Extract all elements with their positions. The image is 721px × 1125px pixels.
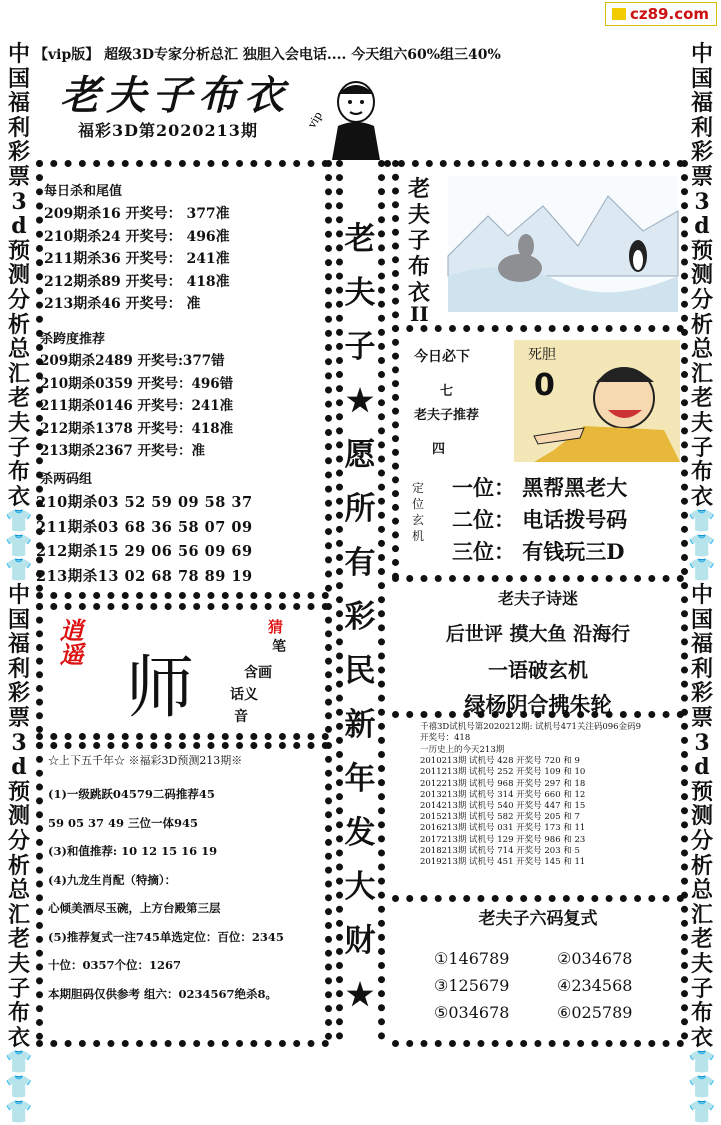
border-char: 预 xyxy=(7,237,30,264)
border-char: 中 xyxy=(690,582,713,609)
six-code-item: ⑤034678 xyxy=(434,1003,510,1022)
six-code-item: ④234568 xyxy=(557,976,633,995)
riddle-big-char: 师 xyxy=(126,649,195,728)
six-code-section xyxy=(396,904,680,1022)
page-title: 老夫子布衣 xyxy=(60,72,290,119)
recommend-label: 老夫子推荐 xyxy=(414,408,480,423)
border-char: 彩 xyxy=(7,680,30,707)
slogan-char: 老 xyxy=(344,221,376,257)
border-char: 中 xyxy=(690,41,713,67)
history-sub: 一历史上的今天213期 xyxy=(420,744,505,755)
position-lines xyxy=(452,472,627,568)
border-char: 总 xyxy=(690,877,713,904)
border-char: 析 xyxy=(690,852,713,879)
position-line: 三位： 有钱玩三D xyxy=(452,539,625,564)
border-char: 分 xyxy=(7,286,30,313)
border-char: 总 xyxy=(7,336,30,363)
kill-pair-row: 213期杀13 02 68 78 89 19 xyxy=(36,567,253,585)
border-char: 福 xyxy=(690,631,713,658)
border-char: 中 xyxy=(7,41,30,67)
border-char: 票 xyxy=(690,705,713,732)
kill-span-row: 210期杀0359 开奖号：496错 xyxy=(40,375,234,392)
dead-code-label: 死胆 xyxy=(528,347,556,363)
border-char: 老 xyxy=(690,926,713,953)
border-char: 布 xyxy=(7,459,30,486)
forecast-line: 心倾美酒尽玉碗，上方台殿第三层 xyxy=(48,901,221,915)
slogan-char: 子 xyxy=(344,329,376,365)
forecast-line: 本期胆码仅供参考 组六：0234567绝杀8。 xyxy=(48,986,278,1001)
history-row: 2017213期 试机号 129 开奖号 986 和 23 xyxy=(420,834,586,845)
border-char: 布 xyxy=(7,1000,30,1027)
border-char: 👕 xyxy=(688,1098,716,1125)
border-char: 测 xyxy=(690,262,713,289)
position-line: 二位： 电话拨号码 xyxy=(452,507,628,532)
watermark-text: cz89.com xyxy=(630,5,710,23)
border-char: 国 xyxy=(690,606,713,633)
cloth-title-char: 老 xyxy=(407,176,430,202)
border-char: 福 xyxy=(7,90,30,117)
forecast-line: (3)和值推荐: 10 12 15 16 19 xyxy=(48,844,218,858)
border-char: 子 xyxy=(7,434,30,461)
six-code-title: 老夫子六码复式 xyxy=(478,909,598,929)
kill-pair-title: 杀两码组 xyxy=(40,472,93,487)
border-char: 3 xyxy=(11,188,27,215)
border-char: 3 xyxy=(694,729,710,756)
kill-span-row: 211期杀0146 开奖号：241准 xyxy=(40,398,234,414)
border-char: d xyxy=(694,213,710,240)
border-char: 测 xyxy=(7,803,30,830)
border-char: 析 xyxy=(690,311,713,338)
today-num: 七 xyxy=(440,384,454,399)
history-row: 2014213期 试机号 540 开奖号 447 和 15 xyxy=(420,801,586,812)
slogan-char: 愿 xyxy=(344,437,376,473)
border-char: 👕 xyxy=(688,508,716,535)
poem-line-2: 一语破玄机 xyxy=(488,658,588,682)
kill-sum-row: 210期杀24 开奖号： 496准 xyxy=(44,228,230,245)
border-char: 票 xyxy=(690,163,713,190)
slogan-char: 民 xyxy=(344,653,376,689)
border-char: 测 xyxy=(7,262,30,289)
history-row: 2019213期 试机号 451 开奖号 145 和 11 xyxy=(420,857,586,868)
history-header: 千禧3D试机号第2020212期: 试机号471关注码096金码9 xyxy=(420,722,642,732)
border-char: 分 xyxy=(690,286,713,313)
dead-code-value: 0 xyxy=(534,368,555,403)
border-char: 夫 xyxy=(7,950,30,977)
history-row: 2013213期 试机号 314 开奖号 660 和 12 xyxy=(420,789,586,800)
history-section xyxy=(420,722,680,868)
riddle-word-3: 话义 xyxy=(230,687,258,703)
slogan-char: 大 xyxy=(344,869,376,905)
poem-line-1: 后世评 摸大鱼 沿海行 xyxy=(445,623,631,645)
border-char: 衣 xyxy=(7,1024,30,1051)
header-banner: 【vip版】 超级3D专家分析总汇 独胆入会电话.... 今天组六60%组三40% xyxy=(34,47,501,63)
slogan-char: 夫 xyxy=(344,275,376,311)
border-char: 布 xyxy=(690,459,713,486)
kill-sum-row: 212期杀89 开奖号： 418准 xyxy=(44,273,230,290)
border-char: 👕 xyxy=(5,532,33,559)
right-border-text xyxy=(687,42,717,1124)
cloth-title-char: 衣 xyxy=(407,280,430,306)
forecast-title: ☆上下五千年☆ ※福彩3D预测213期※ xyxy=(48,754,243,767)
slogan-char: ★ xyxy=(346,383,374,419)
border-char: 利 xyxy=(7,655,30,682)
kill-sum-row: 213期杀46 开奖号： 准 xyxy=(44,296,201,312)
position-side-char: 位 xyxy=(412,497,425,511)
border-char: 衣 xyxy=(690,483,713,510)
slogan-char: 年 xyxy=(344,761,376,797)
border-char: 利 xyxy=(7,114,30,141)
border-char: 👕 xyxy=(688,1049,716,1076)
border-char: 子 xyxy=(7,975,30,1002)
border-char: 利 xyxy=(690,655,713,682)
border-char: 老 xyxy=(7,385,30,412)
border-char: 👕 xyxy=(688,1073,716,1100)
border-char: 中 xyxy=(7,582,30,609)
border-char: 汇 xyxy=(690,360,713,387)
slogan-char: 所 xyxy=(344,491,376,527)
kill-span-section xyxy=(40,328,320,463)
center-slogan xyxy=(343,212,377,1022)
poem-line-3: 绿杨阴合拂朱轮 xyxy=(464,692,612,717)
border-char: 国 xyxy=(690,65,713,92)
border-char: 👕 xyxy=(688,532,716,559)
border-char: d xyxy=(694,754,710,781)
slogan-char: 彩 xyxy=(344,599,376,635)
border-char: 彩 xyxy=(690,139,713,166)
border-char: 夫 xyxy=(690,409,713,436)
poem-section xyxy=(396,586,680,719)
riddle-signature: 逍遥 xyxy=(55,618,84,666)
position-side-char: 定 xyxy=(412,481,425,495)
border-char: 总 xyxy=(690,336,713,363)
history-row: 2011213期 试机号 252 开奖号 109 和 10 xyxy=(420,767,586,778)
kill-pair-section xyxy=(36,468,324,589)
border-char: 预 xyxy=(690,778,713,805)
kill-sum-row: 209期杀16 开奖号： 377准 xyxy=(44,206,230,222)
history-row: 2012213期 试机号 968 开奖号 297 和 18 xyxy=(420,778,586,789)
six-code-item: ⑥025789 xyxy=(557,1003,633,1022)
watermark xyxy=(605,2,717,26)
border-char: 老 xyxy=(690,385,713,412)
forecast-line: (5)推荐复式一注745单选定位：百位：2345 xyxy=(48,929,284,944)
forecast-line: 59 05 37 49 三位一体945 xyxy=(48,815,199,830)
slogan-char: ★ xyxy=(346,977,374,1013)
penguin-iceland-picture-icon xyxy=(448,176,678,312)
position-line: 一位： 黑帮黑老大 xyxy=(452,475,628,500)
border-char: 衣 xyxy=(7,483,30,510)
border-char: 测 xyxy=(690,803,713,830)
kill-span-title: 杀跨度推荐 xyxy=(40,332,106,347)
border-char: 国 xyxy=(7,606,30,633)
six-code-item: ②034678 xyxy=(557,949,633,968)
border-char: 汇 xyxy=(690,901,713,928)
left-border-text xyxy=(4,42,34,1124)
border-char: 票 xyxy=(7,705,30,732)
border-char: 分 xyxy=(7,828,30,854)
border-char: d xyxy=(11,213,27,240)
border-char: 👕 xyxy=(5,1049,33,1076)
history-row: 2016213期 试机号 031 开奖号 173 和 11 xyxy=(420,823,586,834)
history-row: 2018213期 试机号 714 开奖号 203 和 5 xyxy=(420,845,580,856)
border-char: 析 xyxy=(7,311,30,338)
issue-number: 福彩3D第2020213期 xyxy=(78,121,258,140)
border-char: 预 xyxy=(7,778,30,805)
cloth-box-roman: II xyxy=(410,302,429,326)
history-row: 2015213期 试机号 582 开奖号 205 和 7 xyxy=(420,812,580,823)
border-char: 彩 xyxy=(690,680,713,707)
border-char: 预 xyxy=(690,237,713,264)
position-side-char: 机 xyxy=(412,529,425,543)
riddle-word-guess: 猜 xyxy=(268,618,284,636)
border-char: 子 xyxy=(690,975,713,1002)
six-code-item: ③125679 xyxy=(434,976,510,995)
border-char: 衣 xyxy=(690,1024,713,1051)
slogan-char: 发 xyxy=(344,815,376,851)
border-char: 👕 xyxy=(5,1073,33,1100)
kill-sum-row: 211期杀36 开奖号： 241准 xyxy=(44,251,230,267)
border-char: 福 xyxy=(690,90,713,117)
border-char: 福 xyxy=(7,631,30,658)
border-char: 👕 xyxy=(5,1098,33,1125)
slogan-char: 新 xyxy=(344,707,376,743)
kill-pair-row: 211期杀03 68 36 58 07 09 xyxy=(36,518,253,536)
border-char: 布 xyxy=(690,1000,713,1027)
border-char: 国 xyxy=(7,65,30,92)
border-char: 利 xyxy=(690,114,713,141)
position-side-char: 玄 xyxy=(412,513,425,527)
position-side-label xyxy=(412,480,424,544)
slogan-char: 有 xyxy=(344,545,376,581)
border-char: 彩 xyxy=(7,139,30,166)
riddle-word-2: 含画 xyxy=(244,665,272,681)
history-open: 开奖号：418 xyxy=(420,733,471,744)
border-char: 3 xyxy=(11,729,27,756)
border-char: 夫 xyxy=(690,950,713,977)
kill-span-row: 212期杀1378 开奖号：418准 xyxy=(40,420,234,437)
vip-stamp: vip xyxy=(305,109,325,131)
watermark-square-icon xyxy=(612,8,626,20)
today-label: 今日必下 xyxy=(414,349,470,365)
border-char: 夫 xyxy=(7,409,30,436)
border-char: 汇 xyxy=(7,901,30,928)
border-char: 子 xyxy=(690,434,713,461)
kill-span-row: 213期杀2367 开奖号：准 xyxy=(40,443,205,459)
cloth-title-char: 子 xyxy=(407,228,430,254)
border-char: 总 xyxy=(7,877,30,904)
riddle-section xyxy=(44,612,322,730)
kill-sum-title: 每日杀和尾值 xyxy=(44,184,123,199)
border-char: 票 xyxy=(7,163,30,190)
border-char: 老 xyxy=(7,926,30,953)
border-char: 3 xyxy=(694,188,710,215)
forecast-line: (4)九龙生肖配（特摘）： xyxy=(48,872,177,887)
kill-pair-row: 212期杀15 29 06 56 09 69 xyxy=(36,543,253,560)
six-code-item: ①146789 xyxy=(434,949,510,968)
cloth-box-title xyxy=(404,176,434,306)
cloth-title-char: 布 xyxy=(407,254,430,280)
slogan-char: 财 xyxy=(344,923,376,959)
border-char: 汇 xyxy=(7,360,30,387)
kill-sum-section xyxy=(44,180,320,316)
kill-pair-row: 210期杀03 52 59 09 58 37 xyxy=(36,494,253,511)
kill-span-row: 209期杀2489 开奖号:377错 xyxy=(40,353,225,369)
recommend-num: 四 xyxy=(432,442,446,457)
border-char: 👕 xyxy=(5,557,33,584)
poem-title: 老夫子诗迷 xyxy=(497,589,578,608)
border-char: 👕 xyxy=(5,508,33,535)
border-char: 分 xyxy=(690,828,713,854)
history-row: 2010213期 试机号 428 开奖号 720 和 9 xyxy=(420,756,580,767)
forecast-line: (1)一级跳跃04579二码推荐45 xyxy=(48,787,215,801)
riddle-word-4: 音 xyxy=(234,709,248,725)
forecast-line: 十位：0357个位：1267 xyxy=(48,958,182,972)
old-master-cartoon-icon xyxy=(305,72,388,162)
forecast-section xyxy=(48,752,320,1008)
cloth-title-char: 夫 xyxy=(407,202,430,228)
border-char: d xyxy=(11,754,27,781)
border-char: 析 xyxy=(7,852,30,879)
riddle-word-1: 笔 xyxy=(272,639,286,655)
border-char: 👕 xyxy=(688,557,716,584)
